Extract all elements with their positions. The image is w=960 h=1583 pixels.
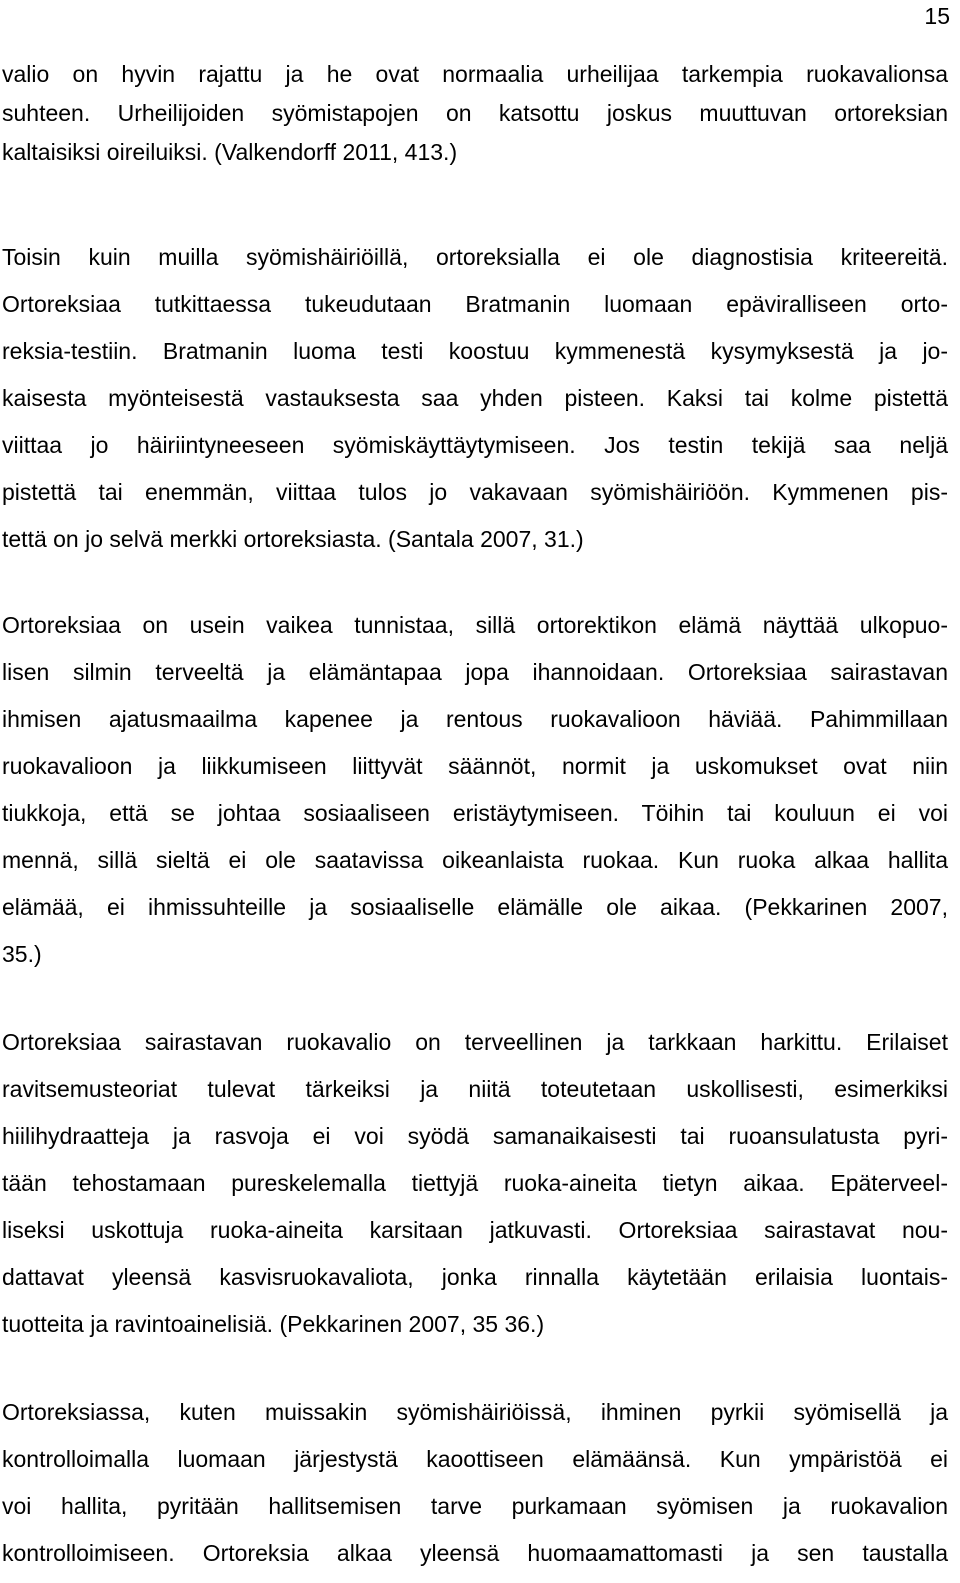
text-line: kontrolloimalla luomaan järjestystä kaoottiseen elämäänsä. Kun ympäristöä ei <box>2 1446 948 1472</box>
text-line: dattavat yleensä kasvisruokavaliota, jonka rinnalla käytetään erilaisia luontais- <box>2 1264 948 1290</box>
text-line: 35.) <box>2 941 42 967</box>
text-line: tettä on jo selvä merkki ortoreksiasta. (Santala 2007, 31.) <box>2 526 584 552</box>
text-line: tuotteita ja ravintoainelisiä. (Pekkarinen 2007, 35 36.) <box>2 1311 545 1337</box>
text-line: kaisesta myönteisestä vastauksesta saa yhden pisteen. Kaksi tai kolme pistettä <box>2 385 948 411</box>
text-line: reksia-testiin. Bratmanin luoma testi koostuu kymmenestä kysymyksestä ja jo- <box>2 338 948 364</box>
text-line: Toisin kuin muilla syömishäiriöillä, ortoreksialla ei ole diagnostisia kriteereitä. <box>2 244 948 270</box>
text-line: lisen silmin terveeltä ja elämäntapaa jopa ihannoidaan. Ortoreksiaa sairastavan <box>2 659 948 685</box>
text-line: Ortoreksiaa sairastavan ruokavalio on terveellinen ja tarkkaan harkittu. Erilaiset <box>2 1029 948 1055</box>
text-line: kontrolloimiseen. Ortoreksia alkaa yleensä huomaamattomasti ja sen taustalla <box>2 1540 948 1566</box>
text-line: hiilihydraatteja ja rasvoja ei voi syödä samanaikaisesti tai ruoansulatusta pyri- <box>2 1123 948 1149</box>
text-line: ruokavalioon ja liikkumiseen liittyvät säännöt, normit ja uskomukset ovat niin <box>2 753 948 779</box>
text-line: Ortoreksiaa on usein vaikea tunnistaa, sillä ortorektikon elämä näyttää ulkopuo- <box>2 612 948 638</box>
text-line: voi hallita, pyritään hallitsemisen tarve purkamaan syömisen ja ruokavalion <box>2 1493 948 1519</box>
page-number: 15 <box>924 3 950 29</box>
text-line: mennä, sillä sieltä ei ole saatavissa oikeanlaista ruokaa. Kun ruoka alkaa hallita <box>2 847 948 873</box>
text-line: elämää, ei ihmissuhteille ja sosiaaliselle elämälle ole aikaa. (Pekkarinen 2007, <box>2 894 948 920</box>
text-line: suhteen. Urheilijoiden syömistapojen on katsottu joskus muuttuvan ortoreksian <box>2 100 948 126</box>
text-line: Ortoreksiassa, kuten muissakin syömishäiriöissä, ihminen pyrkii syömisellä ja <box>2 1399 948 1425</box>
text-line: kaltaisiksi oireiluiksi. (Valkendorff 2011, 413.) <box>2 139 458 165</box>
text-line: Ortoreksiaa tutkittaessa tukeudutaan Bratmanin luomaan epäviralliseen orto- <box>2 291 948 317</box>
text-line: liseksi uskottuja ruoka-aineita karsitaan jatkuvasti. Ortoreksiaa sairastavat nou- <box>2 1217 948 1243</box>
text-line: viittaa jo häiriintyneeseen syömiskäyttäytymiseen. Jos testin tekijä saa neljä <box>2 432 948 458</box>
text-line: tiukkoja, että se johtaa sosiaaliseen eristäytymiseen. Töihin tai kouluun ei voi <box>2 800 948 826</box>
text-line: ravitsemusteoriat tulevat tärkeiksi ja niitä toteutetaan uskollisesti, esimerkiksi <box>2 1076 948 1102</box>
text-line: pistettä tai enemmän, viittaa tulos jo vakavaan syömishäiriöön. Kymmenen pis- <box>2 479 948 505</box>
text-line: tään tehostamaan pureskelemalla tiettyjä ruoka-aineita tietyn aikaa. Epäterveel- <box>2 1170 948 1196</box>
text-line: ihmisen ajatusmaailma kapenee ja rentous ruokavalioon häviää. Pahimmillaan <box>2 706 948 732</box>
text-line: valio on hyvin rajattu ja he ovat normaalia urheilijaa tarkempia ruokavalionsa <box>2 61 948 87</box>
